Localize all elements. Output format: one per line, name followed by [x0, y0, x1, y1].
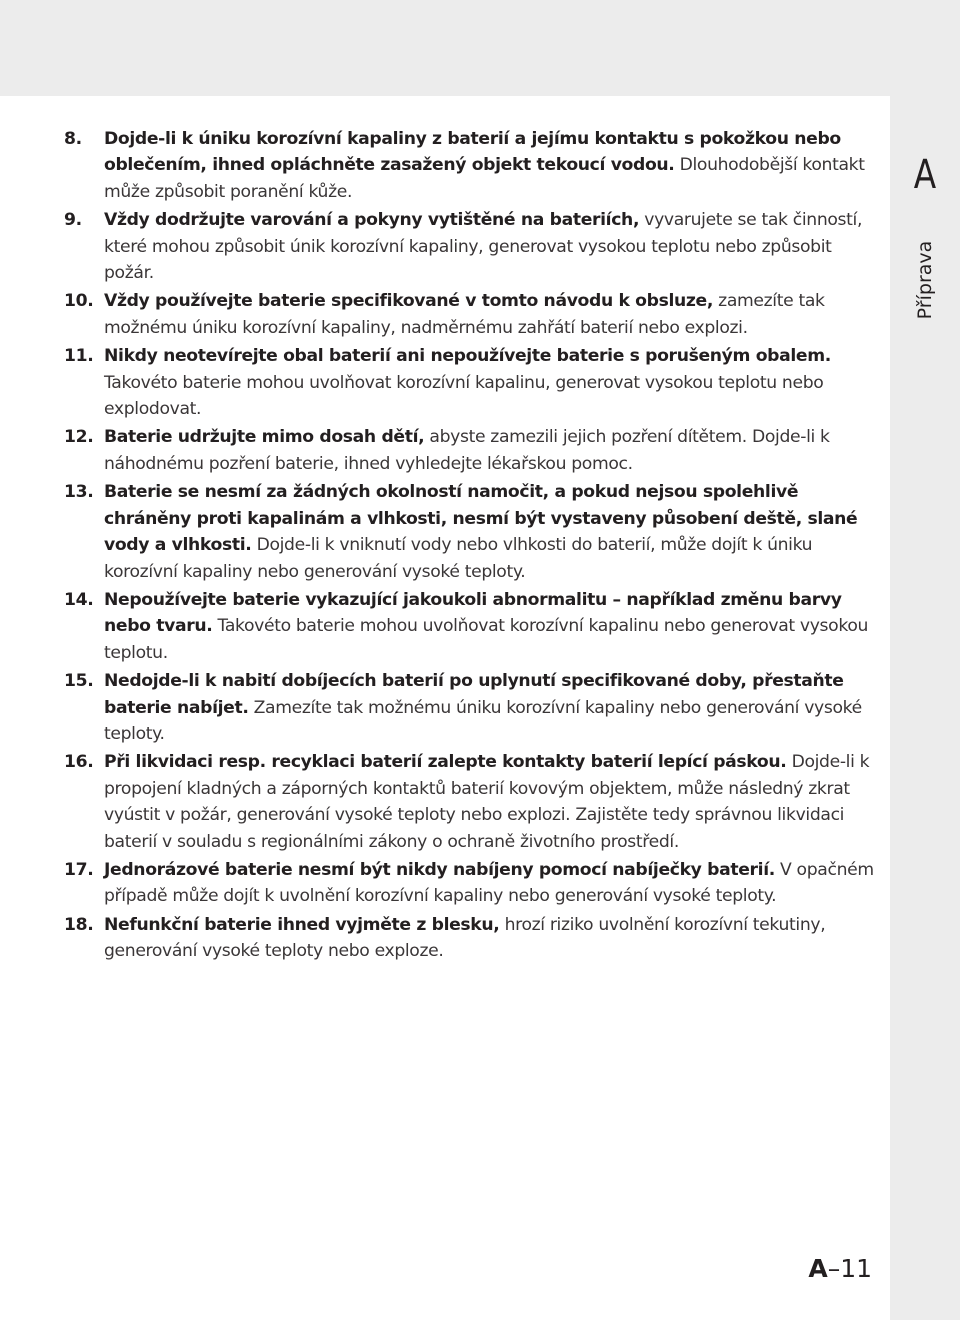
list-item: [64, 857, 880, 910]
item-bold-text: Vždy používejte baterie specifikované v tomto návodu k obsluze,: [104, 291, 714, 312]
item-number: 13.: [64, 482, 94, 503]
item-text: Dojde-li k vniknutí vody nebo vlhkosti do baterií, může dojít k úniku korozívní kapaliny nebo generování vysoké teploty.: [104, 535, 813, 582]
item-text: Zamezíte tak možnému úniku korozívní kapaliny nebo generování vysoké teploty.: [104, 697, 862, 744]
list-item: [64, 479, 880, 585]
item-bold-text: Nedojde-li k nabití dobíjecích baterií po uplynutí specifikované doby, přestaňte baterie nabíjet.: [104, 671, 844, 718]
item-bold-text: Dojde-li k úniku korozívní kapaliny z baterií a jejímu kontaktu s pokožkou nebo oblečením, ihned opláchněte zasažený objekt tekoucí vodou.: [104, 129, 841, 176]
list-item: [64, 668, 880, 747]
page-number-value: –11: [827, 1254, 872, 1283]
item-text: vyvarujete se tak činností, které mohou způsobit únik korozívní kapaliny, generovat vysokou teplotu nebo způsobit požár.: [104, 210, 863, 284]
item-bold-text: Jednorázové baterie nesmí být nikdy nabíjeny pomocí nabíječky baterií.: [104, 859, 775, 880]
item-bold-text: Při likvidaci resp. recyklaci baterií zalepte kontakty baterií lepící páskou.: [104, 752, 787, 773]
item-text: Dlouhodobější kontakt může způsobit poranění kůže.: [104, 155, 865, 202]
section-name: Příprava: [914, 240, 936, 320]
item-bold-text: Baterie udržujte mimo dosah dětí,: [104, 427, 425, 448]
list-item: [64, 288, 880, 341]
page-number: [808, 1254, 872, 1283]
list-item: [64, 749, 880, 855]
item-number: 12.: [64, 427, 94, 448]
item-text: hrozí riziko uvolnění korozívní tekutiny, generování vysoké teploty nebo exploze.: [104, 914, 826, 962]
item-number: 17.: [64, 859, 94, 880]
list-item: [64, 912, 880, 965]
item-number: 18.: [64, 914, 94, 935]
list-item: [64, 126, 880, 205]
item-number: 9.: [64, 210, 82, 231]
page-number-section: A: [808, 1254, 828, 1283]
list-item: [64, 207, 880, 286]
item-number: 8.: [64, 129, 82, 149]
item-bold-text: Baterie se nesmí za žádných okolností namočit, a pokud nejsou spolehlivě chráněny proti kapalinám a vlhkosti, nesmí být vystaveny působení deště, slané vody a vlhkosti.: [104, 482, 858, 556]
list-item: [64, 424, 880, 477]
list-item: [64, 343, 880, 422]
item-bold-text: Nepoužívejte baterie vykazující jakoukoli abnormalitu – například změnu barvy nebo tvaru.: [104, 589, 842, 637]
item-bold-text: Vždy dodržujte varování a pokyny vytištěné na bateriích,: [104, 210, 640, 231]
safety-instructions-list: [64, 126, 880, 967]
item-number: 14.: [64, 589, 94, 610]
item-text: zamezíte tak možnému úniku korozívní kapaliny, nadměrnému zahřátí baterií nebo explozi.: [104, 291, 825, 338]
section-letter: A: [913, 152, 937, 198]
item-text: Dojde-li k propojení kladných a záporných kontaktů baterií kovovým objektem, může následný zkrat vyústit v požár, generování vysoké teploty nebo explozi. Zajistěte tedy správnou likvidaci baterií v souladu s regionálními zákony o ochraně životního prostředí.: [104, 752, 870, 852]
item-bold-text: Nefunkční baterie ihned vyjměte z blesku,: [104, 914, 500, 935]
item-number: 11.: [64, 346, 94, 367]
top-band: [0, 0, 960, 96]
item-text: Takovéto baterie mohou uvolňovat korozívní kapalinu nebo generovat vysokou teplotu.: [104, 616, 869, 663]
item-text: V opačném případě může dojít k uvolnění korozívní kapaliny nebo generování vysoké teploty.: [104, 859, 874, 907]
item-number: 10.: [64, 291, 94, 312]
item-text: abyste zamezili jejich pozření dítětem. Dojde-li k náhodnému pozření baterie, ihned vyhledejte lékařskou pomoc.: [104, 427, 830, 474]
item-number: 16.: [64, 752, 94, 773]
list-item: [64, 587, 880, 666]
item-text: Takovéto baterie mohou uvolňovat korozívní kapalinu, generovat vysokou teplotu nebo explodovat.: [104, 372, 824, 420]
item-number: 15.: [64, 671, 94, 692]
item-bold-text: Nikdy neotevírejte obal baterií ani nepoužívejte baterie s porušeným obalem.: [104, 346, 831, 367]
